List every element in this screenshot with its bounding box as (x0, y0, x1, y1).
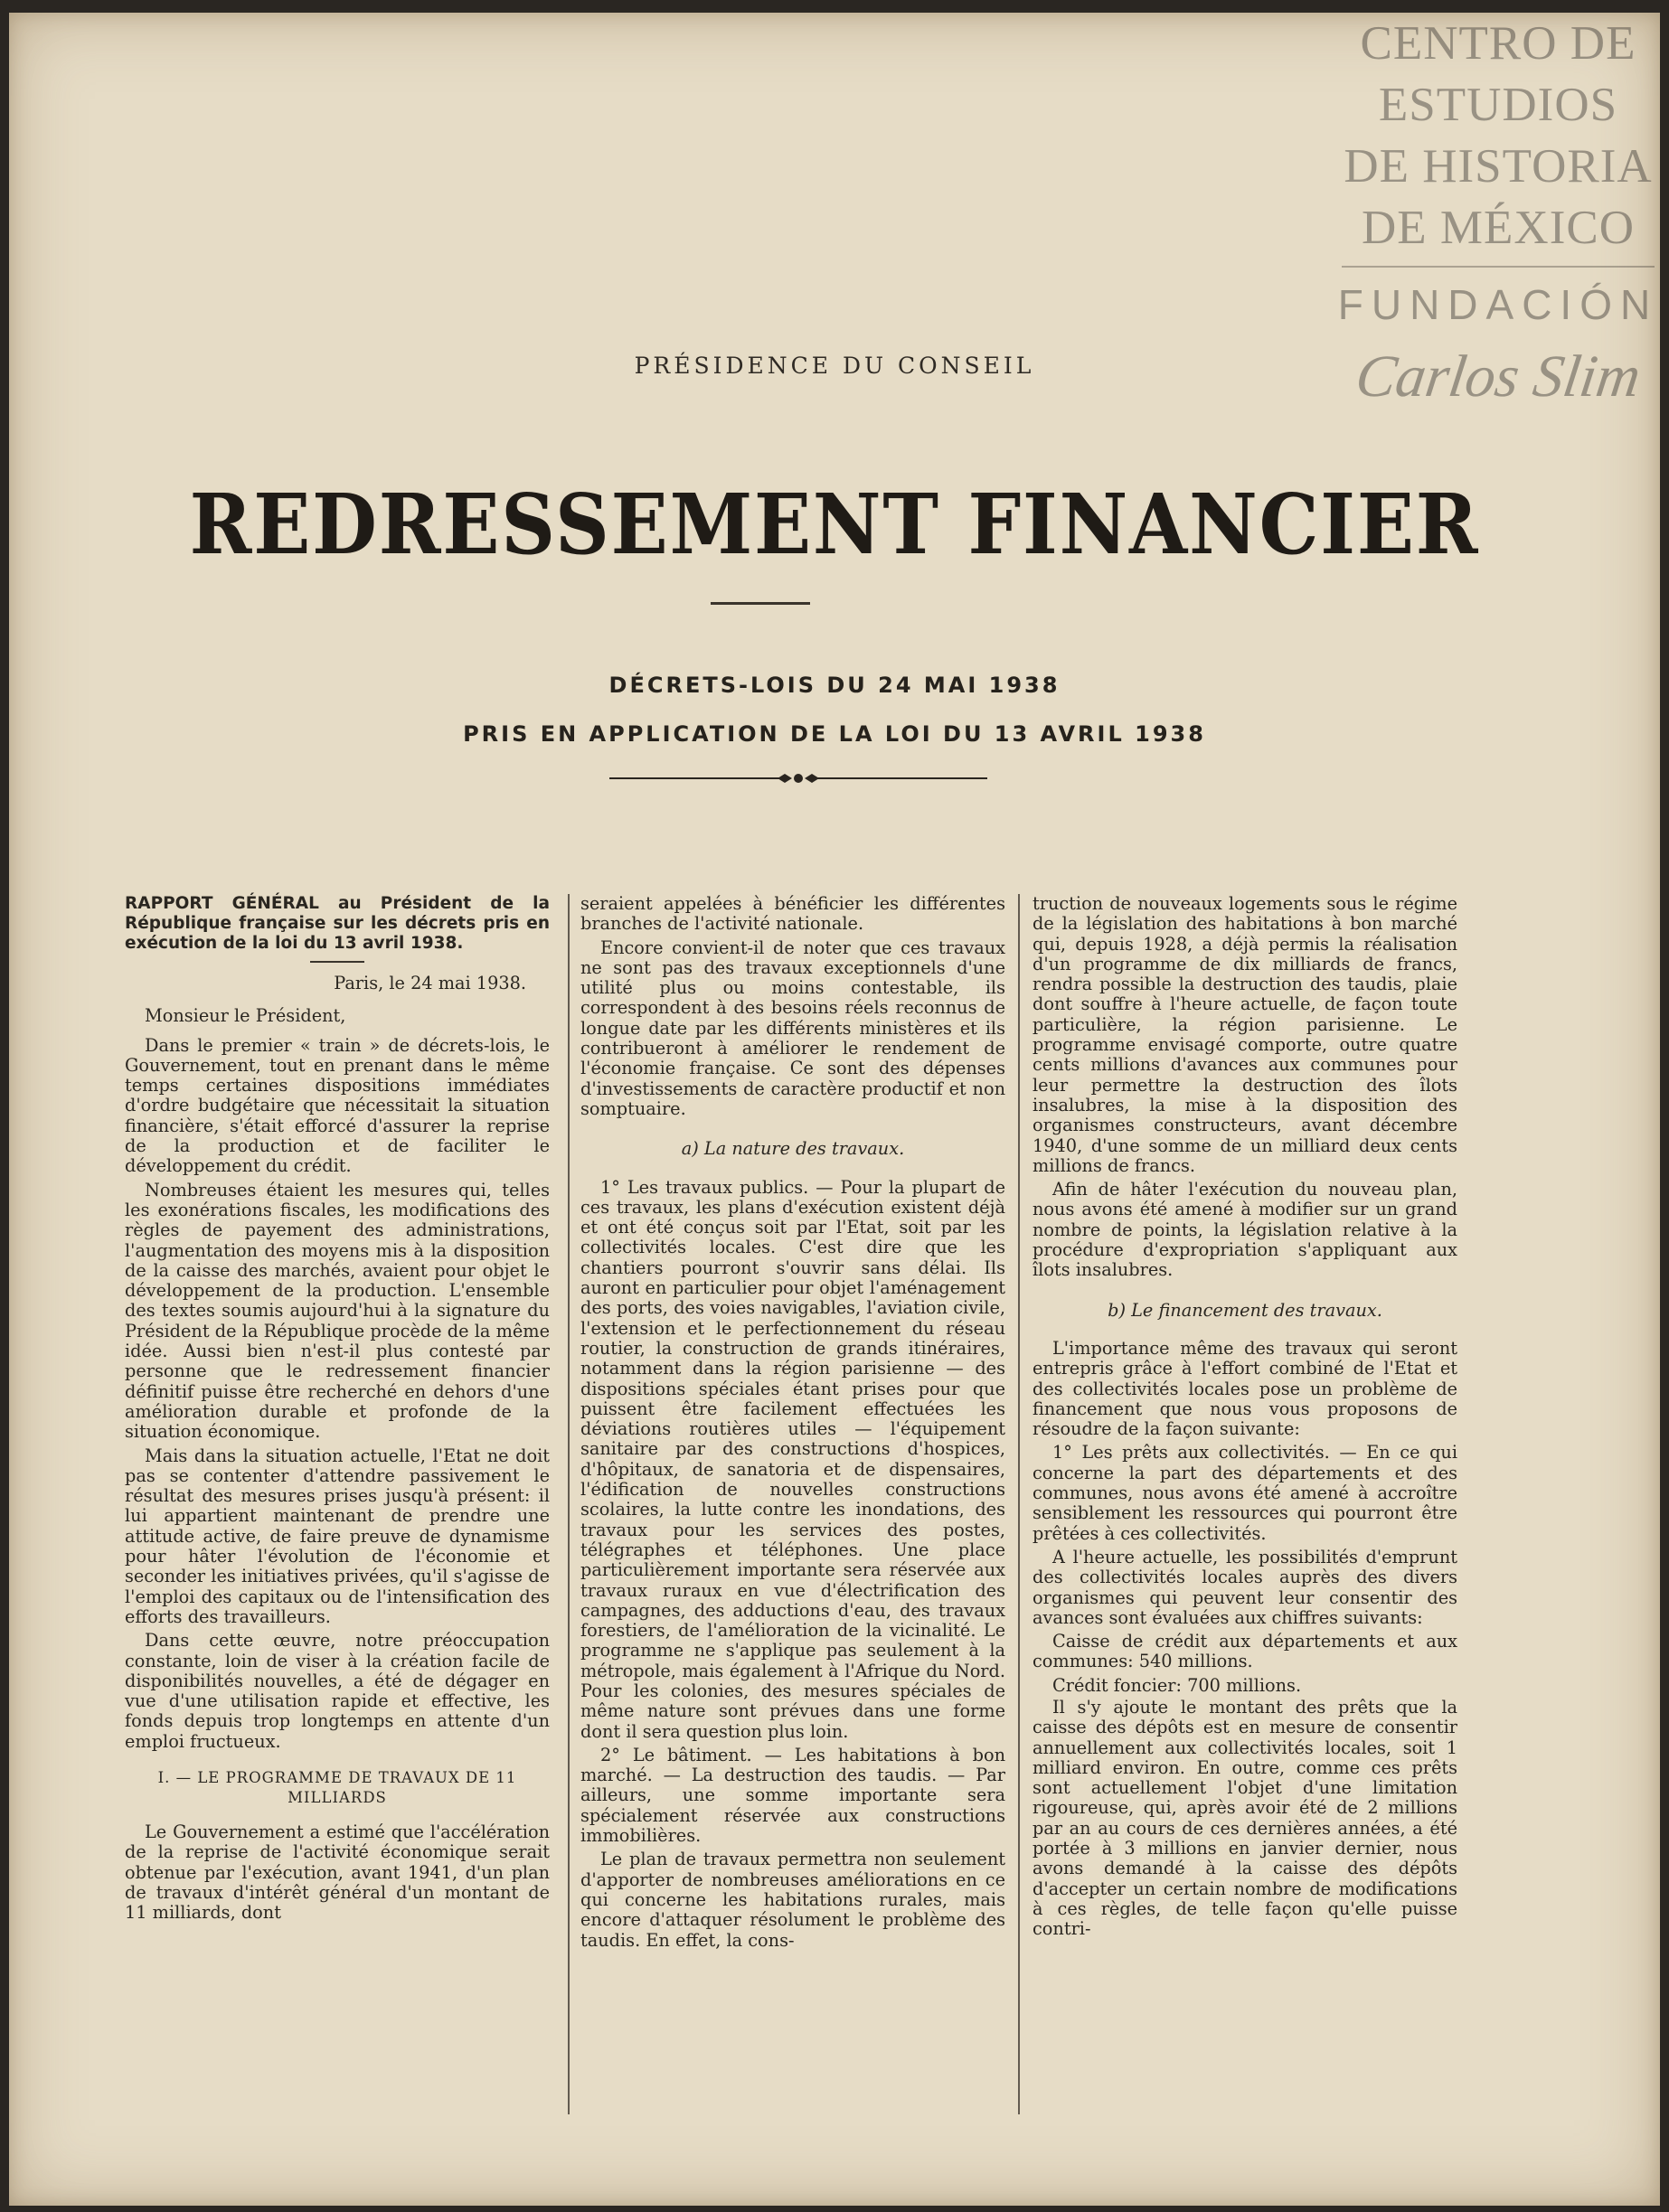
salutation: Monsieur le Président, (145, 1005, 346, 1027)
report-heading: RAPPORT GÉNÉRAL au Président de la République française sur les décrets pris en exécution de la loi du 13 avril 1938. (125, 894, 550, 953)
ornament-divider (609, 770, 987, 786)
list-item: Caisse de crédit aux départements et aux communes: 540 millions. (1033, 1631, 1457, 1672)
paragraph: 1° Les prêts aux collectivités. — En ce qui concerne la part des départements et des communes, nous avons été amené à accroître sensiblement les ressources qui pourront être prêtées à ces collectivités. (1033, 1442, 1457, 1544)
watermark-signature: Carlos Slim (1352, 344, 1645, 409)
watermark-foundation: FUNDACIÓN (1337, 281, 1659, 328)
subsection-heading: b) Le financement des travaux. (1108, 1299, 1382, 1321)
document-page (9, 13, 1660, 2206)
paragraph: L'importance même des travaux qui seront entrepris grâce à l'effort combiné de l'Etat et des collectivités locales pose un problème de financement que nous vous proposons de résoudre de la façon suivante: (1033, 1337, 1457, 1440)
column-divider-2 (1018, 894, 1020, 2114)
paragraph: seraient appelées à bénéficier les différentes branches de l'activité nationale. (580, 893, 1005, 935)
paragraph: Nombreuses étaient les mesures qui, telles les exonérations fiscales, les modifications des règles de payement des administrations, l'augmentation des moyens mis à la disposition de la caisse des marchés, avaient pour objet le développement de la production. L'ensemble des textes soumis aujourd'hui à la signature du Président de la République procède de la même idée. Aussi bien n'est-il plus contesté par personne que le redressement financier définitif puisse être recherché en dehors d'une amélioration durable et profonde de la situation économique. (125, 1179, 550, 1443)
column-1 (125, 894, 550, 1926)
title-divider (711, 602, 810, 605)
watermark-line-1: CENTRO DE (1360, 17, 1636, 70)
watermark-line-4: DE MÉXICO (1362, 202, 1635, 254)
dateline: Paris, le 24 mai 1938. (334, 973, 526, 993)
paragraph: Afin de hâter l'exécution du nouveau plan, nous avons été amené à modifier sur un grand nombre de points, la législation relative à la procédure d'expropriation s'appliquant aux îlots insalubres. (1033, 1179, 1457, 1281)
watermark-line-3: DE HISTORIA (1344, 140, 1653, 193)
subsection-heading: a) La nature des travaux. (681, 1138, 905, 1160)
column-2 (580, 894, 1005, 1954)
page-title: REDRESSEMENT FINANCIER (189, 475, 1480, 573)
paragraph: Le plan de travaux permettra non seulement d'apporter de nombreuses améliorations en ce qui concerne les habitations rurales, mais encore d'attaquer résolument le problème des taudis. En effet, la cons- (580, 1849, 1005, 1951)
watermark-divider (1342, 266, 1655, 268)
paragraph: Il s'y ajoute le montant des prêts que la caisse des dépôts est en mesure de consentir annuellement aux collectivités locales, soit 1 milliard environ. En outre, comme ces prêts sont actuellement l'objet d'une limitation rigoureuse, qui, après avoir été de 2 millions par an au cours de ces dernières années, a été portée à 3 millions en janvier dernier, nous avons demandé à la caisse des dépôts d'accepter un certain nombre de modifications à ces règles, de telle façon qu'elle puisse contri- (1033, 1696, 1457, 1940)
paragraph: 2° Le bâtiment. — Les habitations à bon marché. — La destruction des taudis. — Par ailleurs, une somme importante sera spécialement réservée aux constructions immobilières. (580, 1744, 1005, 1847)
paragraph: truction de nouveaux logements sous le régime de la législation des habitations à bon marché qui, depuis 1928, a déjà permis la réalisation d'un programme de dix milliards de francs, rendra possible la destruction des taudis, plaie dont souffre à l'heure actuelle, de façon toute particulière, la région parisienne. Le programme envisagé comporte, outre quatre cents millions d'avances aux communes pour leur permettre la destruction des îlots insalubres, la mise à la disposition des organismes constructeurs, avant décembre 1940, d'une somme de un milliard deux cents millions de francs. (1033, 893, 1457, 1176)
heading-rule (310, 961, 364, 963)
column-divider-1 (568, 894, 570, 2114)
column-3 (1033, 894, 1457, 1944)
watermark-line-2: ESTUDIOS (1378, 79, 1618, 131)
paragraph: Le Gouvernement a estimé que l'accélération de la reprise de l'activité économique serait obtenue par l'exécution, avant 1941, d'un plan de travaux d'intérêt général d'un montant de 11 milliards, dont (125, 1821, 550, 1924)
paragraph: Dans cette œuvre, notre préoccupation constante, loin de viser à la création facile de disponibilités nouvelles, a été de dégager en vue d'une utilisation rapide et effective, les fonds depuis trop longtemps en attente d'un emploi fructueux. (125, 1630, 550, 1752)
paragraph: 1° Les travaux publics. — Pour la plupart de ces travaux, les plans d'exécution existent déjà et ont été conçus soit par l'Etat, soit par les collectivités locales. C'est dire que les chantiers pourront s'ouvrir sans délai. Ils auront en particulier pour objet l'aménagement des ports, des voies navigables, l'aviation civile, l'extension et le perfectionnement du réseau routier, la construction de grands itinéraires, notamment dans la région parisienne — des dispositions spéciales étant prises pour que puissent être facilement effectuées les déviations routières utiles — l'équipement sanitaire par des constructions d'hospices, d'hôpitaux, de sanatoria et de dispensaires, l'édification de nouvelles constructions scolaires, la lutte contre les inondations, des travaux pour les services des postes, télégraphes et téléphones. Une place particulièrement importante sera réservée aux travaux ruraux en vue d'électrification des campagnes, des adductions d'eau, des travaux forestiers, de l'amélioration de la vicinalité. Le programme ne s'applique pas seulement à la métropole, mais également à l'Afrique du Nord. Pour les colonies, des mesures spéciales de même nature sont prévues dans une forme dont il sera question plus loin. (580, 1176, 1005, 1742)
paragraph: A l'heure actuelle, les possibilités d'emprunt des collectivités locales auprès des divers organismes qui peuvent leur consentir des avances sont évaluées aux chiffres suivants: (1033, 1546, 1457, 1628)
header-kicker: PRÉSIDENCE DU CONSEIL (634, 353, 1035, 379)
section-title: I. — LE PROGRAMME DE TRAVAUX DE 11 MILLIARDS (157, 1768, 517, 1806)
subtitle-application: PRIS EN APPLICATION DE LA LOI DU 13 AVRIL 1938 (463, 721, 1206, 747)
paragraph: Dans le premier « train » de décrets-lois, le Gouvernement, tout en prenant dans le même temps certaines dispositions immédiates d'ordre budgétaire que nécessitait la situation financière, s'était efforcé d'assurer la reprise de la production et de faciliter le développement du crédit. (125, 1034, 550, 1177)
list-item: Crédit foncier: 700 millions. (1052, 1674, 1302, 1696)
paragraph: Mais dans la situation actuelle, l'Etat ne doit pas se contenter d'attendre passivement le résultat des mesures prises jusqu'à présent: il lui appartient maintenant de prendre une attitude active, de faire preuve de dynamisme pour hâter l'évolution de l'économie et seconder les initiatives privées, qu'il s'agisse de l'emploi des capitaux ou de l'intensification des efforts des travailleurs. (125, 1445, 550, 1627)
subtitle-decrees: DÉCRETS-LOIS DU 24 MAI 1938 (608, 673, 1061, 698)
paragraph: Encore convient-il de noter que ces travaux ne sont pas des travaux exceptionnels d'une utilité plus ou moins contestable, ils correspondent à des besoins réels reconnus de longue date par les différents ministères et ils contribueront à améliorer le rendement de l'économie française. Ce sont des dépenses d'investissements de caractère productif et non somptuaire. (580, 937, 1005, 1119)
